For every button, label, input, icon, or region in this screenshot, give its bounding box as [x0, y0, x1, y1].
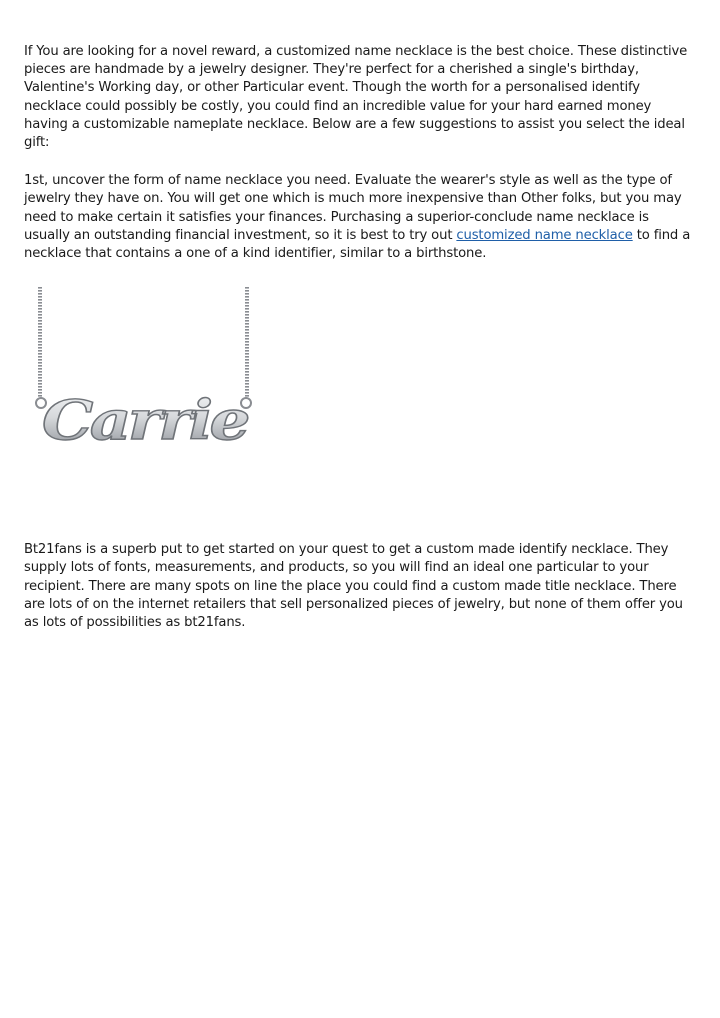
paragraph-first-tip-text-after: to find a necklace that contains a one of a kind identifier, similar to a birthstone.	[24, 227, 691, 262]
right-chain	[245, 287, 249, 399]
paragraph-first-tip-text-before: 1st, uncover the form of name necklace you need. Evaluate the wearer's style as well as the type of jewelry they have on. You will get one which is much more inexpensive than Other folks, but you may need to make certain it satisfies your finances. Purchasing a superior-conclude name necklace is usually an outstanding financial investment, so it is best to try out	[24, 173, 682, 243]
left-chain	[38, 287, 42, 399]
paragraph-intro: If You are looking for a novel reward, a customized name necklace is the best choice. These distinctive pieces are handmade by a jewelry designer. They're perfect for a cherished a single's birthday, Valentine's Working day, or other Particular event. Though the worth for a personalised identify necklace could possibly be costly, you could find an incredible value for your hard earned money having a customizable nameplate necklace. Below are a few suggestions to assist you select the ideal gift:	[24, 44, 688, 151]
name-necklace-image	[32, 287, 272, 453]
name-necklace-photo	[32, 287, 272, 453]
document-body	[24, 43, 696, 632]
paragraph-first-tip	[24, 172, 696, 263]
nameplate-text: Carrie	[42, 388, 249, 453]
customized-name-necklace-link[interactable]: customized name necklace	[456, 227, 633, 243]
paragraph-bt21fans: Bt21fans is a superb put to get started on your quest to get a custom made identify necklace. They supply lots of fonts, measurements, and products, so you will find an ideal one particular to your recipient. There are many spots on line the place you could find a custom made title necklace. There are lots of on the internet retailers that sell personalized pieces of jewelry, but none of them offer you as lots of possibilities as bt21fans.	[24, 542, 683, 631]
